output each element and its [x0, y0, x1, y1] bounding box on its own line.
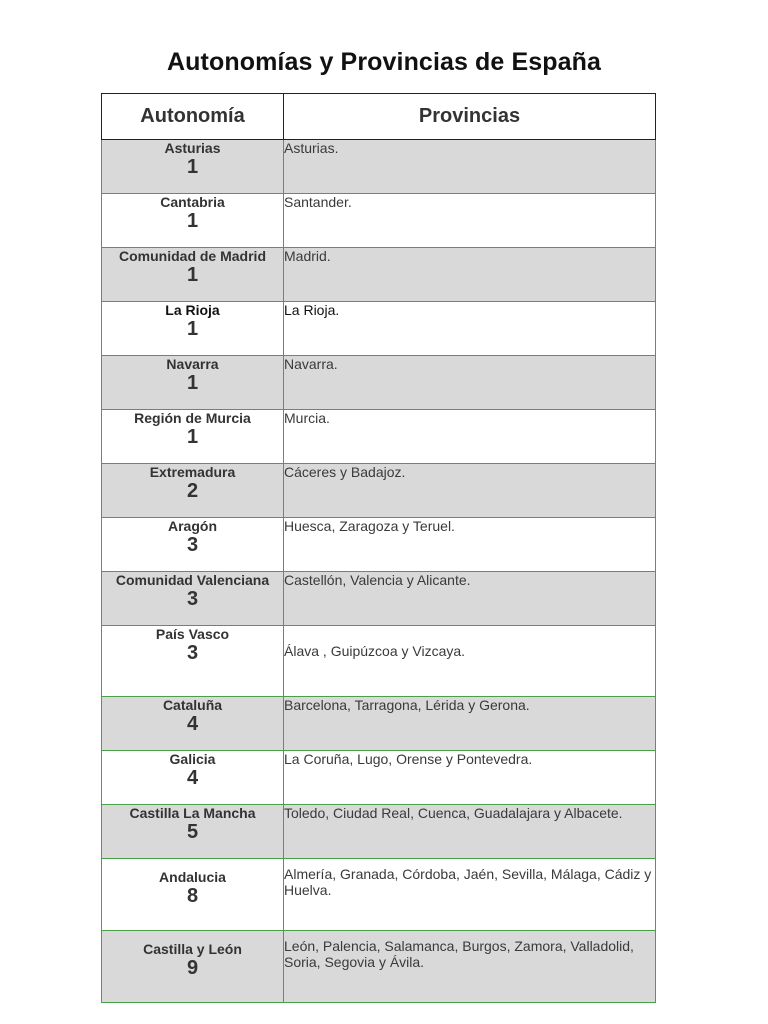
autonomia-cell	[102, 410, 284, 464]
table-row	[102, 302, 656, 356]
table-row	[102, 140, 656, 194]
provinces-cell: Barcelona, Tarragona, Lérida y Gerona.	[284, 697, 656, 751]
autonomia-name: Región de Murcia	[134, 410, 251, 426]
autonomia-cell	[102, 518, 284, 572]
page-title: Autonomías y Provincias de España	[167, 48, 601, 76]
autonomia-cell	[102, 805, 284, 859]
autonomia-cell	[102, 626, 284, 697]
autonomia-cell	[102, 194, 284, 248]
autonomia-cell	[102, 931, 284, 1003]
autonomia-name: Comunidad Valenciana	[115, 572, 270, 588]
province-count: 3	[186, 588, 199, 610]
province-count: 3	[186, 534, 199, 556]
autonomia-cell	[102, 751, 284, 805]
autonomia-name: Castilla y León	[143, 941, 242, 957]
autonomia-cell	[102, 302, 284, 356]
provinces-cell: Santander.	[284, 194, 656, 248]
provinces-cell: Almería, Granada, Córdoba, Jaén, Sevilla, Málaga, Cádiz y Huelva.	[284, 859, 656, 931]
autonomia-name: Cataluña	[162, 697, 223, 713]
table-row	[102, 805, 656, 859]
provinces-cell: Cáceres y Badajoz.	[284, 464, 656, 518]
provinces-cell: Madrid.	[284, 248, 656, 302]
autonomia-cell	[102, 697, 284, 751]
table-row	[102, 931, 656, 1003]
province-count: 4	[186, 713, 199, 735]
province-count: 1	[186, 426, 199, 448]
table-row	[102, 194, 656, 248]
autonomia-cell	[102, 356, 284, 410]
province-count: 1	[186, 264, 199, 286]
autonomia-cell	[102, 572, 284, 626]
table-row	[102, 751, 656, 805]
province-count: 1	[186, 372, 199, 394]
autonomia-name: Extremadura	[149, 464, 236, 480]
autonomia-cell	[102, 248, 284, 302]
table-header-row	[102, 94, 656, 140]
autonomia-name: Navarra	[166, 356, 219, 372]
table-row	[102, 356, 656, 410]
autonomia-name: Aragón	[168, 518, 217, 534]
province-count: 2	[186, 480, 199, 502]
table-row	[102, 410, 656, 464]
autonomia-name: Comunidad de Madrid	[119, 248, 266, 264]
autonomia-cell	[102, 140, 284, 194]
table-row	[102, 572, 656, 626]
provinces-cell: La Rioja.	[284, 302, 656, 356]
provinces-cell: Álava , Guipúzcoa y Vizcaya.	[284, 626, 656, 697]
autonomia-name: Galicia	[169, 751, 216, 767]
provinces-cell: Toledo, Ciudad Real, Cuenca, Guadalajara y Albacete.	[284, 805, 656, 859]
table-row	[102, 248, 656, 302]
province-count: 1	[186, 156, 199, 178]
provinces-cell: Murcia.	[284, 410, 656, 464]
autonomia-name: Asturias	[164, 140, 221, 156]
autonomia-cell	[102, 859, 284, 931]
autonomia-name: Castilla La Mancha	[129, 805, 256, 821]
provinces-cell: León, Palencia, Salamanca, Burgos, Zamora, Valladolid, Soria, Segovia y Ávila.	[284, 931, 656, 1003]
provinces-cell: Castellón, Valencia y Alicante.	[284, 572, 656, 626]
province-count: 4	[186, 767, 199, 789]
table-row	[102, 518, 656, 572]
table-row	[102, 697, 656, 751]
table-row	[102, 859, 656, 931]
autonomia-name: Andalucia	[159, 869, 226, 885]
province-count: 3	[186, 642, 199, 664]
header-provincias: Provincias	[284, 94, 656, 140]
table-row	[102, 464, 656, 518]
province-count: 1	[186, 210, 199, 232]
provinces-cell: Asturias.	[284, 140, 656, 194]
autonomia-name: País Vasco	[155, 626, 230, 642]
autonomia-name: La Rioja	[165, 302, 220, 318]
autonomia-cell	[102, 464, 284, 518]
autonomia-name: Cantabria	[160, 194, 225, 210]
province-count: 1	[186, 318, 199, 340]
province-count: 8	[186, 885, 199, 907]
autonomias-table	[101, 93, 656, 1003]
table-row	[102, 626, 656, 697]
provinces-cell: Navarra.	[284, 356, 656, 410]
provinces-cell: Huesca, Zaragoza y Teruel.	[284, 518, 656, 572]
provinces-cell: La Coruña, Lugo, Orense y Pontevedra.	[284, 751, 656, 805]
province-count: 9	[186, 957, 199, 979]
header-autonomia: Autonomía	[102, 94, 284, 140]
province-count: 5	[186, 821, 199, 843]
